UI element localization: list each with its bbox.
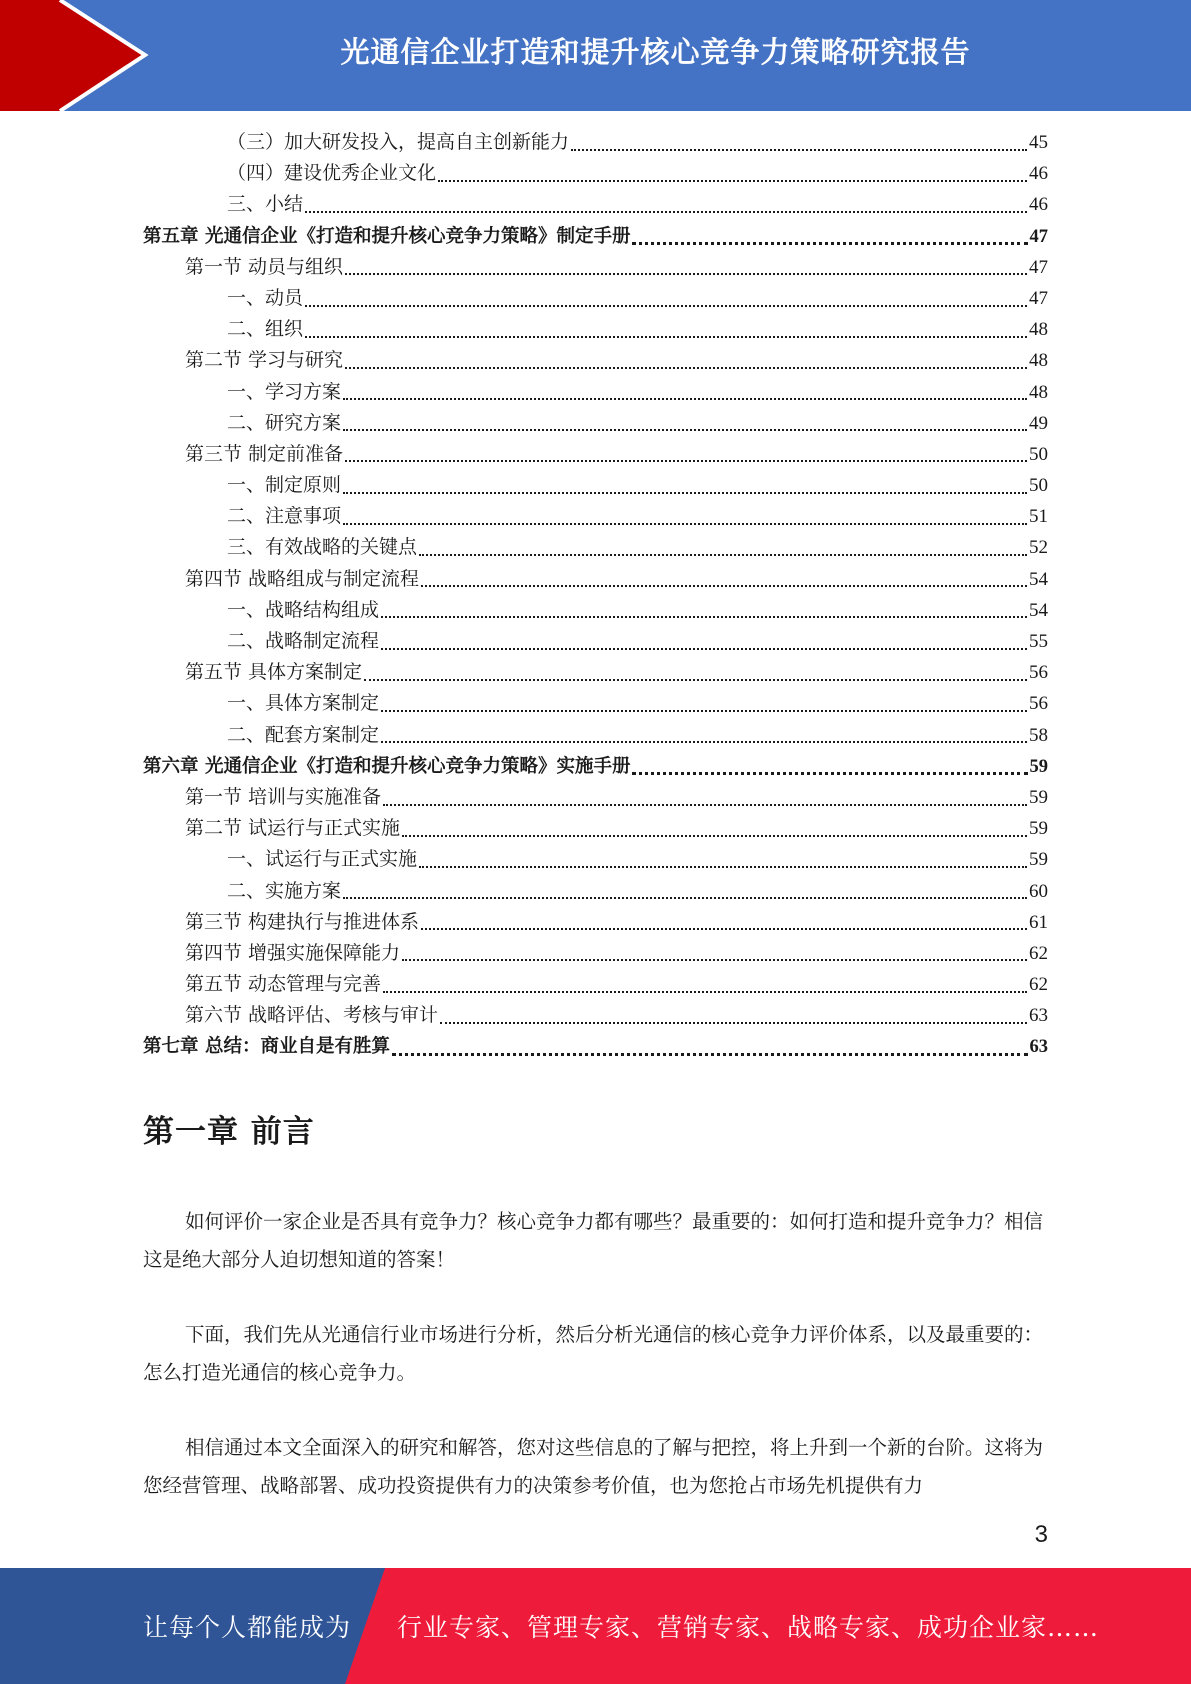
toc-entry-page: 46 xyxy=(1029,194,1048,216)
toc-entry-title: 二、研究方案 xyxy=(227,411,342,434)
toc-entry-title: 第一节 动员与组织 xyxy=(185,255,344,278)
toc-entry[interactable] xyxy=(143,938,1048,969)
toc-entry-page: 51 xyxy=(1029,506,1048,528)
toc-entry[interactable] xyxy=(143,626,1048,657)
toc-entry-page: 56 xyxy=(1029,662,1048,684)
toc-entry-page: 48 xyxy=(1029,319,1048,341)
toc-entry-title: 一、动员 xyxy=(227,286,304,309)
intro-paragraph-2: 下面，我们先从光通信行业市场进行分析，然后分析光通信的核心竞争力评价体系，以及最重要的：怎么打造光通信的核心竞争力。 xyxy=(143,1323,1044,1384)
toc-entry[interactable] xyxy=(143,283,1048,314)
toc-entry[interactable] xyxy=(143,439,1048,470)
toc-entry[interactable] xyxy=(143,470,1048,501)
toc-entry[interactable] xyxy=(143,252,1048,283)
toc-entry-title: 一、具体方案制定 xyxy=(227,692,380,715)
toc-entry-title: 二、注意事项 xyxy=(227,505,342,528)
toc-entry[interactable] xyxy=(143,377,1048,408)
toc-leader-dots xyxy=(343,398,1027,400)
toc-entry[interactable] xyxy=(143,595,1048,626)
toc-leader-dots xyxy=(381,710,1027,712)
toc-entry[interactable] xyxy=(143,1031,1048,1062)
toc-entry[interactable] xyxy=(143,907,1048,938)
table-of-contents xyxy=(143,127,1048,1063)
toc-entry[interactable] xyxy=(143,532,1048,563)
toc-leader-dots xyxy=(343,492,1027,494)
toc-entry-page: 59 xyxy=(1029,849,1048,871)
toc-entry-title: （三）加大研发投入，提高自主创新能力 xyxy=(227,131,570,153)
toc-leader-dots xyxy=(381,616,1027,618)
toc-entry-page: 50 xyxy=(1029,443,1048,465)
document-title: 光通信企业打造和提升核心竞争力策略研究报告 xyxy=(340,34,971,69)
toc-entry-title: 第一节 培训与实施准备 xyxy=(185,785,382,808)
toc-leader-dots xyxy=(632,242,1027,245)
toc-entry-title: （四）建设优秀企业文化 xyxy=(227,162,437,185)
toc-entry[interactable] xyxy=(143,813,1048,844)
toc-entry-page: 48 xyxy=(1029,350,1048,372)
toc-entry[interactable] xyxy=(143,657,1048,688)
toc-leader-dots xyxy=(345,460,1027,462)
toc-entry-title: 第二节 学习与研究 xyxy=(185,349,344,372)
toc-leader-dots xyxy=(364,679,1027,681)
footer-slogan-left: 让每个人都能成为 xyxy=(143,1613,352,1642)
toc-entry[interactable] xyxy=(143,688,1048,719)
toc-entry[interactable] xyxy=(143,844,1048,875)
toc-leader-dots xyxy=(345,273,1027,275)
toc-entry[interactable] xyxy=(143,720,1048,751)
toc-entry-title: 第二节 试运行与正式实施 xyxy=(185,817,401,840)
toc-entry-page: 61 xyxy=(1029,911,1048,933)
toc-entry-title: 第三节 制定前准备 xyxy=(185,442,344,465)
toc-leader-dots xyxy=(381,741,1027,743)
toc-entry-page: 63 xyxy=(1029,1037,1048,1058)
toc-entry-title: 一、战略结构组成 xyxy=(227,598,380,621)
page-number: 3 xyxy=(1034,1521,1048,1548)
toc-entry-title: 第三节 构建执行与推进体系 xyxy=(185,910,420,933)
toc-entry[interactable] xyxy=(143,221,1048,252)
toc-leader-dots xyxy=(632,772,1027,775)
footer-slogan-right: 行业专家、管理专家、营销专家、战略专家、成功企业家…… xyxy=(397,1613,1100,1642)
toc-entry-title: 二、配套方案制定 xyxy=(227,723,380,746)
toc-entry-page: 47 xyxy=(1029,226,1048,247)
intro-paragraph-3: 相信通过本文全面深入的研究和解答，您对这些信息的了解与把控，将上升到一个新的台阶。这将为您经营管理、战略部署、成功投资提供有力的决策参考价值，也为您抢占市场先机提供有力 xyxy=(143,1436,1044,1497)
toc-entry-title: 第四节 战略组成与制定流程 xyxy=(185,567,420,590)
page-footer xyxy=(0,1568,1191,1684)
toc-leader-dots xyxy=(343,429,1027,431)
toc-entry-page: 62 xyxy=(1029,942,1048,964)
toc-entry-title: 第五章 光通信企业《打造和提升核心竞争力策略》制定手册 xyxy=(143,225,631,247)
intro-paragraph-1: 如何评价一家企业是否具有竞争力？核心竞争力都有哪些？最重要的：如何打造和提升竞争力？相信这是绝大部分人迫切想知道的答案！ xyxy=(143,1210,1044,1271)
toc-leader-dots xyxy=(419,554,1027,556)
toc-leader-dots xyxy=(440,1022,1027,1024)
toc-entry-title: 一、制定原则 xyxy=(227,474,342,497)
toc-leader-dots xyxy=(343,897,1027,899)
toc-entry-title: 二、实施方案 xyxy=(227,879,342,902)
toc-entry-page: 55 xyxy=(1029,631,1048,652)
toc-entry-title: 第四节 增强实施保障能力 xyxy=(185,941,401,964)
toc-entry[interactable] xyxy=(143,408,1048,439)
toc-entry[interactable] xyxy=(143,1000,1048,1031)
toc-entry[interactable] xyxy=(143,158,1048,189)
toc-entry[interactable] xyxy=(143,501,1048,532)
toc-entry[interactable] xyxy=(143,564,1048,595)
toc-leader-dots xyxy=(305,336,1027,338)
toc-entry[interactable] xyxy=(143,127,1048,158)
toc-leader-dots xyxy=(392,1053,1028,1056)
toc-entry[interactable] xyxy=(143,782,1048,813)
toc-entry-page: 63 xyxy=(1029,1005,1048,1027)
page-header xyxy=(0,0,1191,111)
toc-entry[interactable] xyxy=(143,969,1048,1000)
chapter-heading: 第一章 前言 xyxy=(143,1114,315,1150)
toc-entry-title: 第五节 具体方案制定 xyxy=(185,661,363,684)
toc-entry-page: 60 xyxy=(1029,880,1048,902)
toc-entry-title: 第五节 动态管理与完善 xyxy=(185,973,382,996)
toc-leader-dots xyxy=(343,523,1027,525)
toc-entry-page: 49 xyxy=(1029,412,1048,434)
toc-entry-page: 62 xyxy=(1029,974,1048,996)
toc-entry-title: 三、小结 xyxy=(227,193,304,216)
toc-entry-page: 48 xyxy=(1029,381,1048,403)
toc-entry[interactable] xyxy=(143,345,1048,376)
toc-entry-title: 一、试运行与正式实施 xyxy=(227,848,418,871)
toc-leader-dots xyxy=(571,149,1027,151)
toc-entry[interactable] xyxy=(143,314,1048,345)
toc-entry-page: 59 xyxy=(1029,756,1048,777)
toc-entry-title: 一、学习方案 xyxy=(227,380,342,403)
toc-leader-dots xyxy=(421,585,1027,587)
toc-entry-page: 58 xyxy=(1029,724,1048,746)
toc-entry[interactable] xyxy=(143,189,1048,220)
toc-leader-dots xyxy=(438,180,1027,182)
toc-entry-page: 47 xyxy=(1029,256,1048,278)
toc-entry-title: 二、组织 xyxy=(227,318,304,341)
toc-entry[interactable] xyxy=(143,876,1048,907)
toc-leader-dots xyxy=(305,305,1027,307)
toc-leader-dots xyxy=(381,648,1027,650)
toc-entry-page: 54 xyxy=(1029,599,1048,621)
toc-entry-page: 52 xyxy=(1029,537,1048,559)
toc-entry-page: 54 xyxy=(1029,568,1048,590)
toc-leader-dots xyxy=(345,367,1027,369)
toc-entry-page: 56 xyxy=(1029,693,1048,715)
toc-entry-page: 59 xyxy=(1029,786,1048,808)
toc-entry-title: 第六章 光通信企业《打造和提升核心竞争力策略》实施手册 xyxy=(143,755,631,777)
toc-leader-dots xyxy=(383,804,1027,806)
toc-entry-page: 50 xyxy=(1029,475,1048,497)
toc-entry-page: 45 xyxy=(1029,132,1048,153)
toc-entry[interactable] xyxy=(143,751,1048,782)
toc-entry-title: 三、有效战略的关键点 xyxy=(227,536,418,559)
toc-leader-dots xyxy=(419,866,1027,868)
toc-entry-page: 46 xyxy=(1029,163,1048,185)
toc-entry-title: 第七章 总结：商业自是有胜算 xyxy=(143,1036,390,1058)
toc-leader-dots xyxy=(383,991,1027,993)
toc-entry-title: 第六节 战略评估、考核与审计 xyxy=(185,1004,439,1027)
toc-leader-dots xyxy=(305,211,1027,213)
toc-leader-dots xyxy=(402,959,1027,961)
toc-leader-dots xyxy=(402,835,1027,837)
toc-entry-page: 59 xyxy=(1029,818,1048,840)
toc-entry-page: 47 xyxy=(1029,287,1048,309)
toc-entry-title: 二、战略制定流程 xyxy=(227,630,380,652)
toc-leader-dots xyxy=(421,928,1027,930)
